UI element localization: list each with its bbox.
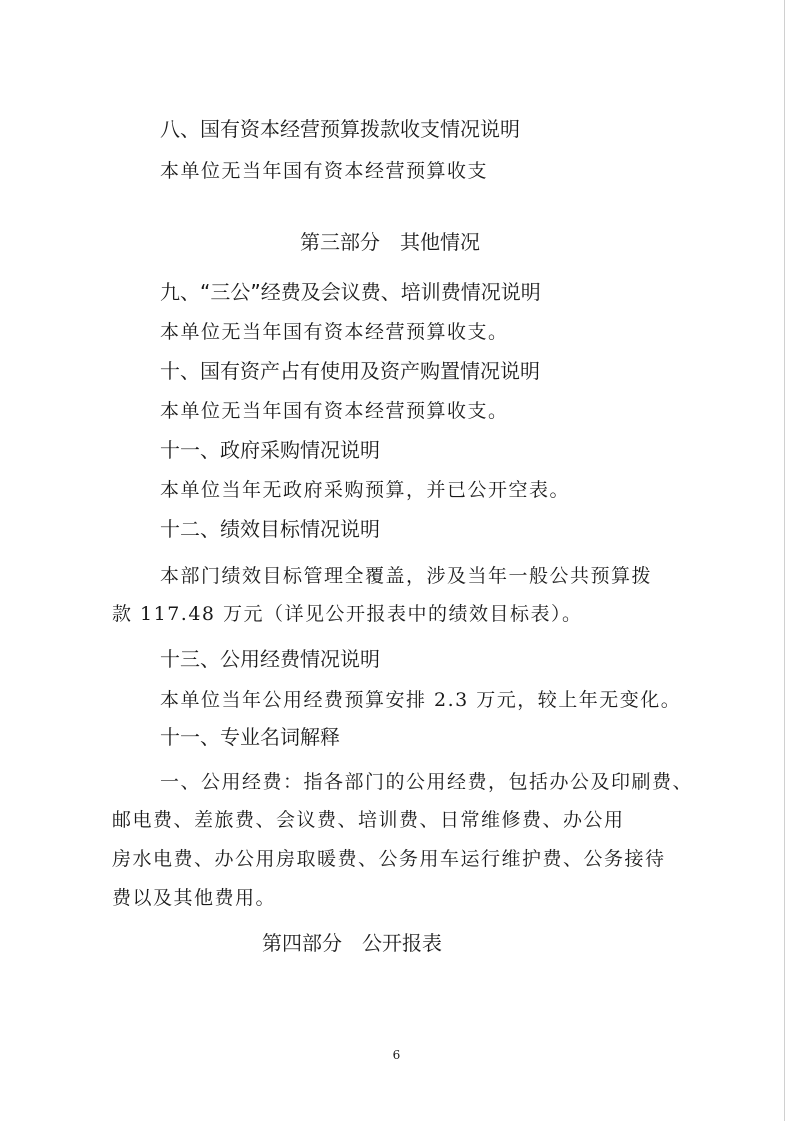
section-13-body: 本单位当年公用经费预算安排 2.3 万元，较上年无变化。 bbox=[160, 689, 682, 711]
page-edge-line bbox=[784, 0, 785, 1121]
section-13-heading: 十三、公用经费情况说明 bbox=[160, 647, 380, 671]
section-10-body: 本单位无当年国有资本经营预算收支。 bbox=[160, 400, 509, 422]
section-11-body: 本单位当年无政府采购预算，并已公开空表。 bbox=[160, 479, 571, 501]
section-10-heading: 十、国有资产占有使用及资产购置情况说明 bbox=[160, 359, 540, 383]
section-14-body-line4: 费以及其他费用。 bbox=[112, 887, 277, 909]
section-12-body-line1: 本部门绩效目标管理全覆盖，涉及当年一般公共预算拨 bbox=[160, 565, 653, 587]
section-9-heading: 九、“三公”经费及会议费、培训费情况说明 bbox=[160, 280, 541, 304]
page-number: 6 bbox=[392, 1048, 401, 1062]
section-14-body-line1: 一、公用经费：指各部门的公用经费，包括办公及印刷费、 bbox=[160, 771, 694, 793]
section-11-heading: 十一、政府采购情况说明 bbox=[160, 438, 380, 462]
part-4-title: 第四部分 公开报表 bbox=[262, 931, 442, 955]
section-14-heading: 十一、专业名词解释 bbox=[160, 725, 340, 749]
section-8-heading: 八、国有资本经营预算拨款收支情况说明 bbox=[160, 117, 520, 141]
section-12-body-line2: 款 117.48 万元（详见公开报表中的绩效目标表）。 bbox=[112, 603, 583, 625]
section-14-body-line2: 邮电费、差旅费、会议费、培训费、日常维修费、办公用 bbox=[112, 809, 625, 831]
section-12-heading: 十二、绩效目标情况说明 bbox=[160, 517, 380, 541]
part-3-title: 第三部分 其他情况 bbox=[300, 230, 480, 254]
section-8-body: 本单位无当年国有资本经营预算收支 bbox=[160, 160, 489, 182]
section-9-body: 本单位无当年国有资本经营预算收支。 bbox=[160, 321, 509, 343]
section-14-body-line3: 房水电费、办公用房取暖费、公务用车运行维护费、公务接待 bbox=[112, 848, 666, 870]
